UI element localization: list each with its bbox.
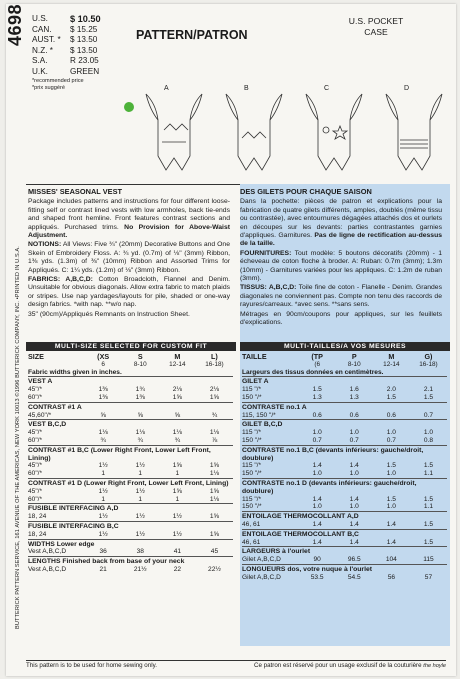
row-value: 1½ bbox=[98, 462, 108, 470]
row-value: 54.5 bbox=[347, 573, 361, 581]
row-value: 1.5 bbox=[312, 386, 322, 394]
row-value: 104 bbox=[385, 556, 397, 564]
size-col: G) bbox=[424, 352, 433, 361]
signature: the hoyle bbox=[423, 663, 446, 669]
size-col: L) bbox=[211, 352, 218, 361]
row-value: 0.7 bbox=[312, 436, 322, 444]
row-value: 1.5 bbox=[386, 393, 396, 401]
table-row bbox=[242, 503, 447, 511]
row-value: 0.6 bbox=[349, 411, 359, 419]
row-value: 1½ bbox=[135, 513, 145, 521]
row-value: 1½ bbox=[98, 530, 108, 538]
price-country: N.Z. * bbox=[32, 45, 53, 55]
row-value: 1⅝ bbox=[209, 530, 220, 538]
row-value: 21½ bbox=[133, 565, 147, 573]
row-value: 1⅝ bbox=[209, 462, 220, 470]
table-row bbox=[28, 394, 233, 402]
table-row bbox=[242, 496, 447, 504]
vest-illustrations bbox=[136, 84, 456, 184]
row-label: 45"/* bbox=[28, 487, 43, 495]
table-row bbox=[242, 556, 447, 564]
size-header bbox=[242, 353, 447, 361]
pattern-title: PATTERN/PATRON bbox=[136, 28, 248, 42]
size-range: 6 bbox=[101, 360, 105, 368]
row-value: 1.0 bbox=[312, 470, 322, 478]
price-row bbox=[32, 14, 130, 25]
row-value: 1½ bbox=[135, 487, 145, 495]
size-col: P bbox=[351, 352, 357, 361]
row-label: 150 "/* bbox=[242, 393, 262, 401]
row-value: 0.7 bbox=[386, 436, 396, 444]
section-title: GILET B,C,D bbox=[242, 419, 447, 429]
row-label: 45"/* bbox=[28, 462, 43, 470]
section-title: FUSIBLE INTERFACING A,D bbox=[28, 503, 233, 513]
vest-b-illustration bbox=[226, 94, 282, 170]
row-label: Vest A,B,C,D bbox=[28, 548, 67, 556]
size-range-row bbox=[28, 361, 233, 369]
row-value: 1 bbox=[138, 470, 143, 478]
row-value: 1.0 bbox=[349, 429, 359, 437]
row-value: ⅝ bbox=[137, 411, 144, 419]
price-row bbox=[32, 56, 130, 67]
table-row bbox=[242, 386, 447, 394]
section-title: CONTRASTE no.1 A bbox=[242, 402, 447, 412]
row-value: 1.4 bbox=[386, 538, 396, 546]
size-col: M bbox=[174, 352, 181, 361]
row-value: 1⅜ bbox=[98, 386, 108, 394]
size-range-spacer bbox=[28, 361, 85, 369]
row-label: 45"/* bbox=[28, 386, 43, 394]
row-value: 1.4 bbox=[386, 520, 396, 528]
row-label: Gilet A,B,C,D bbox=[242, 556, 281, 564]
fabrics-en: FABRICS: A,B,C,D: Cotton Broadcloth, Flannel and Denim. Unsuitable for obvious diagonals. Allow extra fabric to match plaids or stripes. Use nap yardages/layouts for pile, shaded or one-way design fabrics. *with nap. **w/o nap. bbox=[28, 276, 231, 309]
price-country: S.A. bbox=[32, 56, 48, 66]
vest-label: C bbox=[324, 85, 330, 92]
price-value: R 23.05 bbox=[70, 56, 99, 66]
row-value: 1 bbox=[175, 495, 180, 503]
row-value: 1.5 bbox=[423, 462, 434, 470]
vest-back-views bbox=[136, 84, 456, 184]
row-label: 46, 61 bbox=[242, 538, 261, 546]
row-value: 53.5 bbox=[310, 573, 324, 581]
row-value: 0.6 bbox=[312, 411, 322, 419]
row-label: 115, 150 "/* bbox=[242, 411, 276, 419]
row-value: 1.4 bbox=[349, 538, 359, 546]
table-row bbox=[242, 539, 447, 547]
table-row bbox=[242, 470, 447, 478]
french-description bbox=[240, 188, 442, 329]
section-title: VEST B,C,D bbox=[28, 419, 233, 429]
row-value: 1.0 bbox=[386, 429, 396, 437]
section-title: CONTRAST #1 A bbox=[28, 402, 233, 412]
row-label: 115 "/* bbox=[242, 429, 262, 437]
price-row bbox=[32, 25, 130, 36]
row-value: 1.1 bbox=[423, 503, 434, 511]
price-row bbox=[32, 35, 130, 46]
price-country: U.S. bbox=[32, 14, 48, 23]
row-value: 1½ bbox=[135, 462, 145, 470]
row-value: 45 bbox=[210, 548, 219, 556]
case-title-line: CASE bbox=[364, 26, 388, 37]
row-value: 1⅜ bbox=[98, 393, 108, 401]
table-row bbox=[28, 470, 233, 478]
table-row bbox=[28, 548, 233, 556]
row-value: 1⅛ bbox=[98, 429, 108, 437]
section-title: ENTOILAGE THERMOCOLLANT B,C bbox=[242, 529, 447, 539]
row-value: 1.3 bbox=[312, 393, 322, 401]
row-value: ⅝ bbox=[174, 411, 181, 419]
row-value: 0.7 bbox=[349, 436, 359, 444]
section-title: FUSIBLE INTERFACING B,C bbox=[28, 521, 233, 531]
size-header bbox=[28, 353, 233, 361]
row-value: 0.8 bbox=[423, 436, 434, 444]
recommended-price-dot bbox=[124, 102, 134, 112]
row-value: 1⅛ bbox=[209, 495, 220, 503]
row-value: 1¾ bbox=[135, 386, 145, 394]
row-value: 1.5 bbox=[423, 495, 434, 503]
row-value: 90 bbox=[313, 556, 321, 564]
price-row bbox=[32, 46, 130, 57]
size-col: (TP bbox=[311, 352, 323, 361]
price-note: *recommended price bbox=[32, 77, 84, 84]
yardage-table-fr bbox=[242, 353, 447, 582]
row-value: 38 bbox=[136, 548, 144, 556]
fabrics-fr: TISSUS: A,B,C,D: Toile fine de coton - Flanelle - Denim. Grandes diagonales ne conviennent pas. Compte non tenu des raccords de rayures/carreaux. *avec sens. **sans sens. bbox=[240, 284, 442, 309]
section-title: CONTRASTE no.1 D (devants inférieurs: gauche/droit, doublure) bbox=[242, 478, 447, 496]
price-note: *prix suggéré bbox=[32, 84, 65, 91]
row-value: 1.4 bbox=[312, 495, 322, 503]
row-value: 1.5 bbox=[423, 393, 434, 401]
row-value: 1⅝ bbox=[209, 393, 220, 401]
table-row bbox=[28, 429, 233, 437]
row-label: 60"/* bbox=[28, 393, 43, 401]
row-label: 115 "/* bbox=[242, 495, 262, 503]
row-value: 1⅛ bbox=[135, 429, 145, 437]
row-value: 22 bbox=[173, 565, 182, 573]
row-value: 1.5 bbox=[423, 520, 434, 528]
price-country: CAN. bbox=[32, 24, 52, 34]
row-value: 1.4 bbox=[349, 495, 359, 503]
vest-d-illustration bbox=[386, 94, 442, 170]
row-value: 96.5 bbox=[347, 556, 361, 564]
row-value: 1 bbox=[101, 470, 105, 478]
size-range-row bbox=[242, 361, 447, 369]
row-value: 1½ bbox=[98, 487, 108, 495]
table-row bbox=[28, 496, 233, 504]
row-label: 45"/* bbox=[28, 429, 43, 437]
row-value: 1.4 bbox=[312, 462, 322, 470]
row-value: 2.0 bbox=[386, 386, 396, 394]
row-value: 1⅝ bbox=[209, 513, 220, 521]
table-row bbox=[242, 521, 447, 529]
row-value: 1.0 bbox=[349, 470, 359, 478]
row-value: 0.7 bbox=[423, 411, 434, 419]
size-label: TAILLE bbox=[242, 352, 267, 361]
table-row bbox=[242, 429, 447, 437]
row-label: Gilet A,B,C,D bbox=[242, 573, 281, 581]
table-row bbox=[28, 488, 233, 496]
table-row bbox=[28, 566, 233, 574]
vest-c-illustration bbox=[306, 94, 362, 170]
row-value: 1.4 bbox=[349, 462, 359, 470]
remnants-fr: Métrages en 90cm/coupons pour appliques, sur les feuillets d'explications. bbox=[240, 310, 442, 327]
size-range: 12-14 bbox=[383, 360, 400, 368]
row-value: 56 bbox=[387, 573, 396, 581]
row-value: 0.6 bbox=[386, 411, 396, 419]
row-value: 1.3 bbox=[349, 393, 359, 401]
size-range: 8-10 bbox=[347, 360, 361, 368]
size-range: 8-10 bbox=[133, 360, 147, 368]
vest-label: D bbox=[404, 85, 410, 92]
intro-en: Package includes patterns and instructions for four different loose-fitting self or contrast lined vests with low armholes, back tie-ends and shaped front hemline. Front features contrast sections and appliqués. Purchased trims. No Provision for Above-Waist Adjustment. bbox=[28, 198, 230, 240]
row-value: 1⅛ bbox=[209, 429, 220, 437]
price-list bbox=[32, 14, 130, 92]
table-row bbox=[28, 437, 233, 445]
row-label: 60"/* bbox=[28, 495, 43, 503]
row-value: ¾ bbox=[174, 436, 181, 444]
row-value: 1.0 bbox=[386, 470, 396, 478]
row-value: 1.0 bbox=[312, 503, 322, 511]
row-label: 18, 24 bbox=[28, 513, 47, 521]
row-label: 115 "/* bbox=[242, 462, 262, 470]
case-title bbox=[321, 16, 431, 37]
english-description bbox=[28, 188, 230, 320]
row-value: 1.4 bbox=[349, 520, 359, 528]
section-title: CONTRAST #1 D (Lower Right Front, Lower Left Front, Lining) bbox=[28, 478, 233, 488]
row-value: 115 bbox=[423, 556, 434, 564]
table-row bbox=[28, 531, 233, 539]
row-label: 150 "/* bbox=[242, 470, 262, 478]
case-title-line: U.S. POCKET bbox=[348, 16, 404, 26]
row-value: 1.0 bbox=[386, 503, 396, 511]
row-value: 1.6 bbox=[349, 386, 359, 394]
row-value: 1.0 bbox=[423, 429, 434, 437]
footer-en: This pattern is to be used for home sewing only. bbox=[26, 662, 157, 669]
row-value: 1½ bbox=[172, 513, 182, 521]
section-title: CONTRAST #1 B,C (Lower Right Front, Lower Left Front, Lining) bbox=[28, 445, 233, 463]
row-value: 1⅝ bbox=[172, 487, 182, 495]
table-row bbox=[242, 437, 447, 445]
price-value: GREEN bbox=[70, 66, 100, 76]
row-label: 115 "/* bbox=[242, 386, 262, 394]
row-value: 1⅛ bbox=[209, 470, 220, 478]
size-range: 16-18) bbox=[205, 360, 224, 368]
table-row bbox=[242, 462, 447, 470]
table-row bbox=[28, 513, 233, 521]
width-note: Fabric widths given in inches. bbox=[28, 368, 122, 376]
table-row bbox=[28, 462, 233, 470]
size-col: S bbox=[137, 352, 143, 361]
price-country: U.K. bbox=[32, 66, 48, 76]
section-title: GILET A bbox=[242, 376, 447, 386]
table-row bbox=[242, 412, 447, 420]
row-label: 46, 61 bbox=[242, 520, 261, 528]
price-row bbox=[32, 67, 130, 78]
size-col: (XS bbox=[97, 352, 110, 361]
notions-en: NOTIONS: All Views: Five ¾" (20mm) Decorative Buttons and One Skein of Embroidery Floss. A: ¾ yd. (0.7m) of ⅛" (3mm) Ribbon, 1⅜ yds. (1.3m) of ⅜" (10mm) Ribbon and Assorted Trims for Appliqués. C: 1¼ yds. (1.2m) of ⅛" (3mm) Ribbon. bbox=[28, 241, 230, 274]
pattern-number: 4698 bbox=[5, 3, 25, 46]
row-value: 1.5 bbox=[423, 538, 434, 546]
table-row bbox=[242, 574, 447, 582]
yardage-table-en bbox=[28, 353, 233, 574]
row-label: 60"/* bbox=[28, 436, 43, 444]
price-value: $ 15.25 bbox=[70, 24, 98, 34]
section-title: LENGTHS Finished back from base of your neck bbox=[28, 556, 233, 566]
row-value: 1 bbox=[101, 495, 105, 503]
row-value: 1⅜ bbox=[135, 393, 145, 401]
title-en: MISSES' SEASONAL VEST bbox=[28, 187, 123, 196]
row-value: 2⅛ bbox=[209, 386, 220, 394]
table-row bbox=[28, 412, 233, 420]
row-value: 1⅝ bbox=[172, 393, 182, 401]
row-label: 45,60"/* bbox=[28, 411, 52, 419]
row-value: 1⅛ bbox=[172, 429, 182, 437]
multi-tailles-bar: MULTI-TAILLES/A VOS MESURES bbox=[240, 342, 450, 351]
title-fr: DES GILETS POUR CHAQUE SAISON bbox=[240, 187, 372, 196]
row-value: 1.5 bbox=[386, 495, 396, 503]
table-row bbox=[28, 386, 233, 394]
row-value: 22½ bbox=[208, 565, 221, 573]
price-value: $ 13.50 bbox=[70, 35, 98, 45]
row-label: 150 "/* bbox=[242, 436, 262, 444]
size-label: SIZE bbox=[28, 352, 44, 361]
row-value: 2⅛ bbox=[172, 386, 182, 394]
table-row bbox=[242, 394, 447, 402]
width-note: Largeurs des tissus données en centimètres. bbox=[242, 368, 384, 376]
size-range: 12-14 bbox=[169, 360, 186, 368]
row-value: 1½ bbox=[135, 530, 145, 538]
price-value: $ 10.50 bbox=[70, 14, 101, 24]
vest-a-illustration bbox=[146, 94, 202, 170]
row-label: 150 "/* bbox=[242, 503, 262, 511]
size-range: 16-18) bbox=[419, 360, 438, 368]
row-value: 1.0 bbox=[312, 429, 322, 437]
row-label: 18, 24 bbox=[28, 530, 47, 538]
vest-label: A bbox=[164, 85, 169, 92]
row-value: 1.1 bbox=[423, 470, 434, 478]
section-title: WIDTHS Lower edge bbox=[28, 539, 233, 549]
row-value: 1⅝ bbox=[172, 462, 182, 470]
price-country: AUST. * bbox=[32, 35, 61, 45]
row-value: 1.4 bbox=[312, 520, 322, 528]
footer-fr: Ce patron est réservé pour un usage exclusif de la couturière the hoyle bbox=[254, 662, 446, 669]
price-value: $ 13.50 bbox=[70, 45, 98, 55]
row-value: 57 bbox=[424, 573, 433, 581]
row-value: 36 bbox=[99, 548, 107, 556]
row-value: ¾ bbox=[137, 436, 144, 444]
section-title: LARGEURS à l'ourlet bbox=[242, 546, 447, 556]
row-value: ⅞ bbox=[211, 436, 218, 444]
row-value: ¾ bbox=[100, 436, 106, 444]
row-label: 60"/* bbox=[28, 470, 43, 478]
section-title: CONTRASTE no.1 B,C (devants inférieurs: gauche/droit, doublure) bbox=[242, 445, 447, 463]
notions-fr: FOURNITURES: Tout modèle: 5 boutons décoratifs (20mm) - 1 écheveau de coton floche à broder. A: Ruban: 0.7m (3mm); 1.3m (10mm) - Garnitures variées pour les appliques. C: 1.2m de ruban (3mm). bbox=[240, 249, 442, 283]
size-range: (6 bbox=[314, 360, 321, 368]
row-value: 1.4 bbox=[312, 538, 322, 546]
row-value: 41 bbox=[173, 548, 182, 556]
intro-fr: Dans la pochette: pièces de patron et explications pour la fabrication de quatre gilets différents, amples, doublés (même tissu ou contrastée), avec entournures dégagées attachés dos et ourlets en découpes sur les devants: parties contrastantes garnies d'appliques. Garnitures. Pas de ligne de rectification au-dessus de la taille. bbox=[240, 198, 443, 248]
row-value: ¾ bbox=[211, 411, 218, 419]
size-range-spacer bbox=[242, 361, 299, 369]
publisher-credit: BUTTERICK PATTERN SERVICE, 161 AVENUE OF THE AMERICAS, NEW YORK 10013 ©1996 BUTTERICK COMPANY, INC. •PRINTED IN U.S.A. bbox=[15, 246, 21, 629]
row-label: Vest A,B,C,D bbox=[28, 565, 67, 573]
row-value: 1½ bbox=[172, 530, 182, 538]
row-value: 1.0 bbox=[349, 503, 359, 511]
row-value: 1 bbox=[175, 470, 180, 478]
row-value: ⅝ bbox=[100, 411, 106, 419]
footer bbox=[26, 660, 446, 669]
section-title: ENTOILAGE THERMOCOLLANT A,D bbox=[242, 511, 447, 521]
vest-label: B bbox=[244, 85, 249, 92]
row-value: 21 bbox=[99, 565, 107, 573]
row-value: 1⅝ bbox=[209, 487, 220, 495]
section-title: LONGUEURS dos, votre nuque à l'ourlet bbox=[242, 564, 447, 574]
row-value: 1½ bbox=[98, 513, 108, 521]
row-value: 2.1 bbox=[423, 386, 434, 394]
row-value: 1.5 bbox=[386, 462, 396, 470]
multi-size-bar: MULTI-SIZE SELECTED FOR CUSTOM FIT bbox=[26, 342, 236, 351]
row-value: 1 bbox=[138, 495, 143, 503]
section-title: VEST A bbox=[28, 376, 233, 386]
remnants-en: 35" (90cm)/Appliqués Remnants on Instruction Sheet. bbox=[28, 310, 190, 318]
size-col: M bbox=[388, 352, 395, 361]
